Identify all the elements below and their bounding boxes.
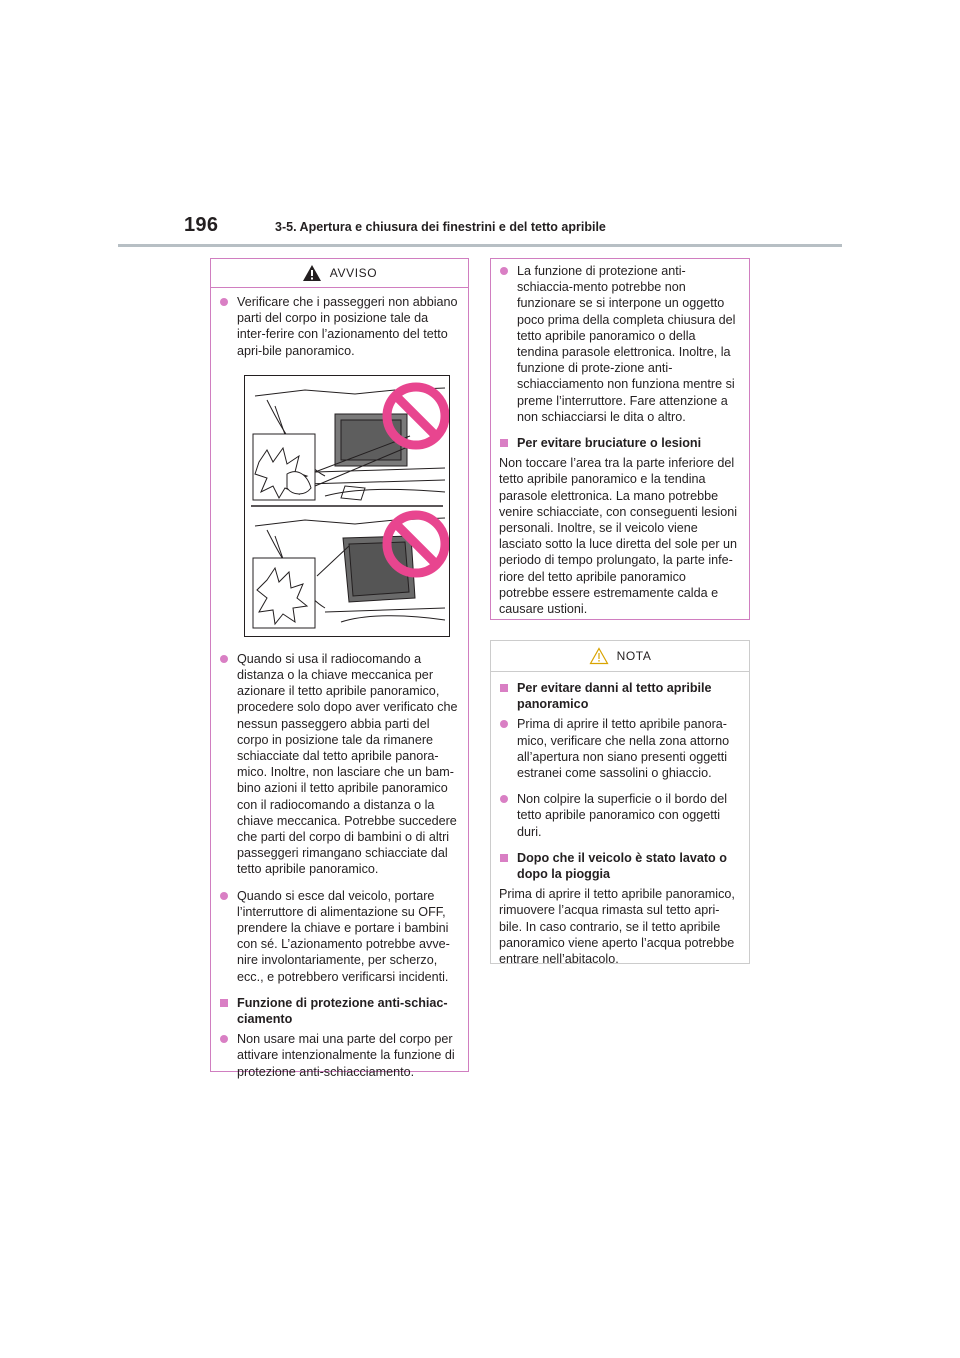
warning-box-header (211, 259, 468, 288)
bullet-dot-icon (500, 720, 508, 728)
warning-subheading (219, 995, 458, 1027)
square-bullet-icon (500, 854, 508, 862)
bullet-dot-icon (500, 795, 508, 803)
header-rule (118, 244, 842, 247)
warning-bullet-text: Quando si esce dal veicolo, portare l’interruttore di alimentazione su OFF, prendere la chiave e portare i bambini con sé. L’azionamento potrebbe avve-nire involontariamente, per scherzo, ecc., e potrebbero verificarsi incidenti. (237, 888, 450, 984)
square-bullet-icon (220, 999, 228, 1007)
nota-bullet-text: Prima di aprire il tetto apribile panora-mico, verificare che nella zona attorno all’apertura non siano presenti oggetti estranei come sassolini o ghiaccio. (517, 717, 730, 781)
warning-subheading (499, 435, 739, 451)
warning-bullet (219, 888, 458, 985)
section-title: 3-5. Apertura e chiusura dei finestrini e del tetto apribile (275, 220, 606, 234)
bullet-dot-icon (220, 1035, 228, 1043)
warning-box-continued (490, 258, 750, 620)
warning-bullet (219, 294, 458, 359)
bullet-dot-icon (220, 892, 228, 900)
sunroof-pinch-illustration (244, 375, 450, 637)
nota-subheading-text: Dopo che il veicolo è stato lavato o dopo la pioggia (517, 850, 727, 882)
nota-bullet (499, 791, 739, 840)
warning-subheading-text: Per evitare bruciature o lesioni (517, 436, 702, 451)
nota-paragraph: Prima di aprire il tetto apribile panoramico, rimuovere l’acqua rimasta sul tetto apri-bile. In caso contrario, se il tetto apribile panoramico viene aperto l’acqua potrebbe entrare nell’abitacolo. (499, 887, 735, 967)
page-number: 196 (184, 214, 219, 236)
nota-box-title: NOTA (616, 648, 652, 663)
warning-bullet-text: Verificare che i passeggeri non abbiano parti del corpo in posizione tale da inter-ferire con l’azionamento del tetto apri-bile panoramico. (237, 295, 458, 358)
warning-icon (302, 264, 322, 282)
nota-box (490, 640, 750, 967)
warning-bullet (219, 651, 458, 878)
warning-bullet (219, 1031, 458, 1080)
warning-box (210, 258, 469, 1079)
nota-subheading (499, 850, 739, 882)
bullet-dot-icon (220, 298, 228, 306)
sunroof-pinch-drawing (245, 376, 449, 636)
nota-subheading-text: Per evitare danni al tetto apribile panoramico (517, 681, 712, 712)
nota-box-header (491, 641, 749, 672)
warning-bullet-text: Non usare mai una parte del corpo per attivare intenzionalmente la funzione di protezione anti-schiacciamento. (237, 1032, 455, 1079)
warning-box-title: AVVISO (329, 265, 378, 280)
bullet-dot-icon (500, 267, 508, 275)
nota-subheading (499, 680, 739, 712)
warning-paragraph: Non toccare l’area tra la parte inferiore del tetto apribile panoramico e la tendina parasole elettronica. La mano potrebbe venire schiacciate, con conseguenti lesioni personali. Inoltre, se il veicolo viene lasciato sotto la luce diretta del sole per un periodo di tempo prolungato, la parte infe-riore del tetto apribile panoramico potrebbe essere estremamente calda e causare ustioni. (499, 456, 738, 617)
warning-bullet-text: La funzione di protezione anti-schiaccia-mento potrebbe non funzionare se si interpone un oggetto poco prima della completa chiusura del tetto apribile panoramico o della tendina parasole elettronica. Inoltre, la funzione di prote-zione anti-schiacciamento non funziona mentre si preme l’interruttore. Fare attenzione a non schiacciarsi le dita o altro. (517, 264, 736, 424)
nota-bullet-text: Non colpire la superficie o il bordo del tetto apribile panoramico con oggetti duri. (517, 792, 728, 839)
warning-bullet (499, 263, 739, 425)
bullet-dot-icon (220, 655, 228, 663)
square-bullet-icon (500, 439, 508, 447)
square-bullet-icon (500, 684, 508, 692)
caution-icon (589, 647, 609, 665)
nota-bullet (499, 716, 739, 781)
warning-bullet-text: Quando si usa il radiocomando a distanza o la chiave meccanica per azionare il tetto apribile panoramico, procedere solo dopo aver verificato che nessun passeggero abbia parti del corpo in posizione tale da rimanere schiacciate dal tetto apribile panora-mico. Inoltre, non lasciare che un bam-bino azioni il tetto apribile panoramico con il radiocomando a distanza o la chiave meccanica. Potrebbe succedere che parti del corpo di bambini o di altri passeggeri rimangano schiacciate dal tetto apribile panoramico. (237, 651, 458, 877)
warning-subheading-text: Funzione di protezione anti-schiac-ciamento (237, 995, 448, 1027)
